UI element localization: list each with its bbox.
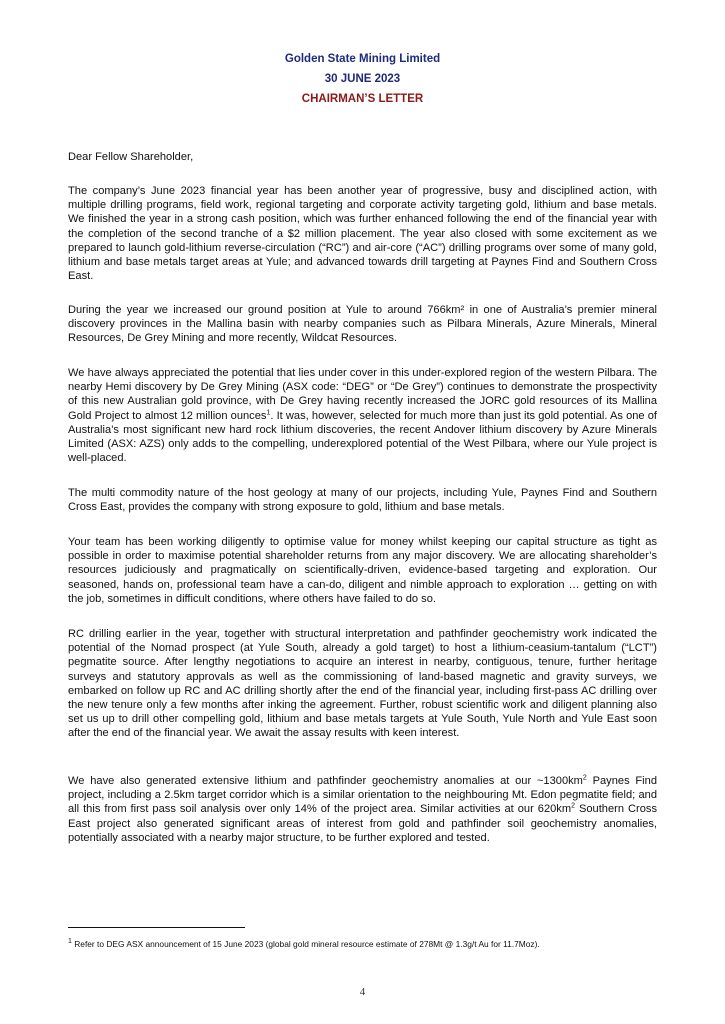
paragraph-geochemistry xyxy=(68,774,657,845)
paragraph-team-value: Your team has been working diligently to optimise value for money whilst keeping our capital structure as tight as possible in order to maximise potential shareholder returns from any major discovery. We are allocating shareholder’s resources judiciously and pragmatically on scientifically-driven, evidence-based targeting and exploration. Our seasoned, hands on, professional team have a can-do, diligent and nimble approach to exploration … getting on with the job, sometimes in difficult conditions, where others have failed to do so. xyxy=(68,536,657,605)
paragraph-text: Southern Cross East project also generated significant areas of interest from gold and pathfinder soil geochemistry anomalies, potentially associated with a nearby major structure, to be further explored and tested. xyxy=(68,803,657,844)
page-number: 4 xyxy=(359,986,366,998)
paragraph-text: We have also generated extensive lithium and pathfinder geochemistry anomalies at our ~1300km xyxy=(68,775,583,787)
footnote-reference: 1 xyxy=(266,408,271,416)
paragraph-text: We have always appreciated the potential that lies under cover in this under-explored region of the western Pilbara. The nearby Hemi discovery by De Grey Mining (ASX code: “DEG” or “De Grey”) continues to demonstrate the prospectivity of this new Australian gold province, with De Grey having recently increased the JORC gold resources of its Mallina Gold Project to almost 12 million ounces xyxy=(68,367,657,422)
footnote-marker: 1 xyxy=(68,938,72,946)
paragraph-financial-year: The company’s June 2023 financial year has been another year of progressive, busy and disciplined action, with multiple drilling programs, field work, regional targeting and corporate activity targeting gold, lithium and base metals. We finished the year in a strong cash position, which was further enhanced following the end of the financial year with the completion of the second tranche of a $2 million placement. The year also closed with some excitement as we prepared to launch gold-lithium reverse-circulation (“RC”) and air-core (“AC”) drilling programs over some of many gold, lithium and base metals target areas at Yule; and advanced towards drill targeting at Paynes Find and Southern Cross East. xyxy=(68,185,657,283)
letter-title: CHAIRMAN’S LETTER xyxy=(301,93,424,105)
paragraph-text: . It was, however, selected for much more than just its gold potential. As one of Australia’s most significant new hard rock lithium discoveries, the recent Andover lithium discovery by Azure Minerals Limited (ASX: AZS) only adds to the compelling, underexplored potential of the West Pilbara, where our Yule project is well-placed. xyxy=(68,409,657,465)
report-date: 30 JUNE 2023 xyxy=(324,73,401,85)
paragraph-multi-commodity: The multi commodity nature of the host geology at many of our projects, including Yule, Paynes Find and Southern Cross East, provides the company with strong exposure to gold, lithium and base metals. xyxy=(68,487,657,514)
footnote xyxy=(68,939,668,949)
superscript: 2 xyxy=(582,774,587,782)
superscript: 2 xyxy=(571,802,575,810)
footnote-divider xyxy=(68,927,245,928)
salutation: Dear Fellow Shareholder, xyxy=(68,151,194,163)
paragraph-ground-position: During the year we increased our ground position at Yule to around 766km² in one of Australia’s premier mineral discovery provinces in the Mallina basin with nearby companies such as Pilbara Minerals, Azure Minerals, Mineral Resources, De Grey Mining and more recently, Wildcat Resources. xyxy=(68,304,657,345)
paragraph-rc-drilling: RC drilling earlier in the year, together with structural interpretation and pathfinder geochemistry work indicated the potential of the Nomad prospect (at Yule South, already a gold target) to host a lithium-ceasium-tantalum (“LCT”) pegmatite source. After lengthy negotiations to acquire an interest in nearby, contiguous, tenure, further heritage surveys and statutory approvals as well as the commissioning of land-based magnetic and gravity surveys, we embarked on follow up RC and AC drilling shortly after the end of the financial year, including first-pass AC drilling over the new tenure only a few months after inking the agreement. Further, robust scientific work and diligent planning also set us up to drill other compelling gold, lithium and base metals targets at Yule South, Yule North and Yule East soon after the end of the financial year. We await the assay results with keen interest. xyxy=(68,628,657,740)
company-name: Golden State Mining Limited xyxy=(284,53,441,65)
paragraph-pilbara-potential xyxy=(68,366,657,465)
paragraph-text: Paynes Find project, including a 2.5km target corridor which is a similar orientation to the neighbouring Mt. Edon pegmatite field; and all this from first pass soil analysis over only 14% of the project area. Similar activities at our 620km xyxy=(68,775,657,816)
footnote-text: Refer to DEG ASX announcement of 15 June 2023 (global gold mineral resource estimate of 278Mt @ 1.3g/t Au for 11.7Moz). xyxy=(71,939,540,949)
